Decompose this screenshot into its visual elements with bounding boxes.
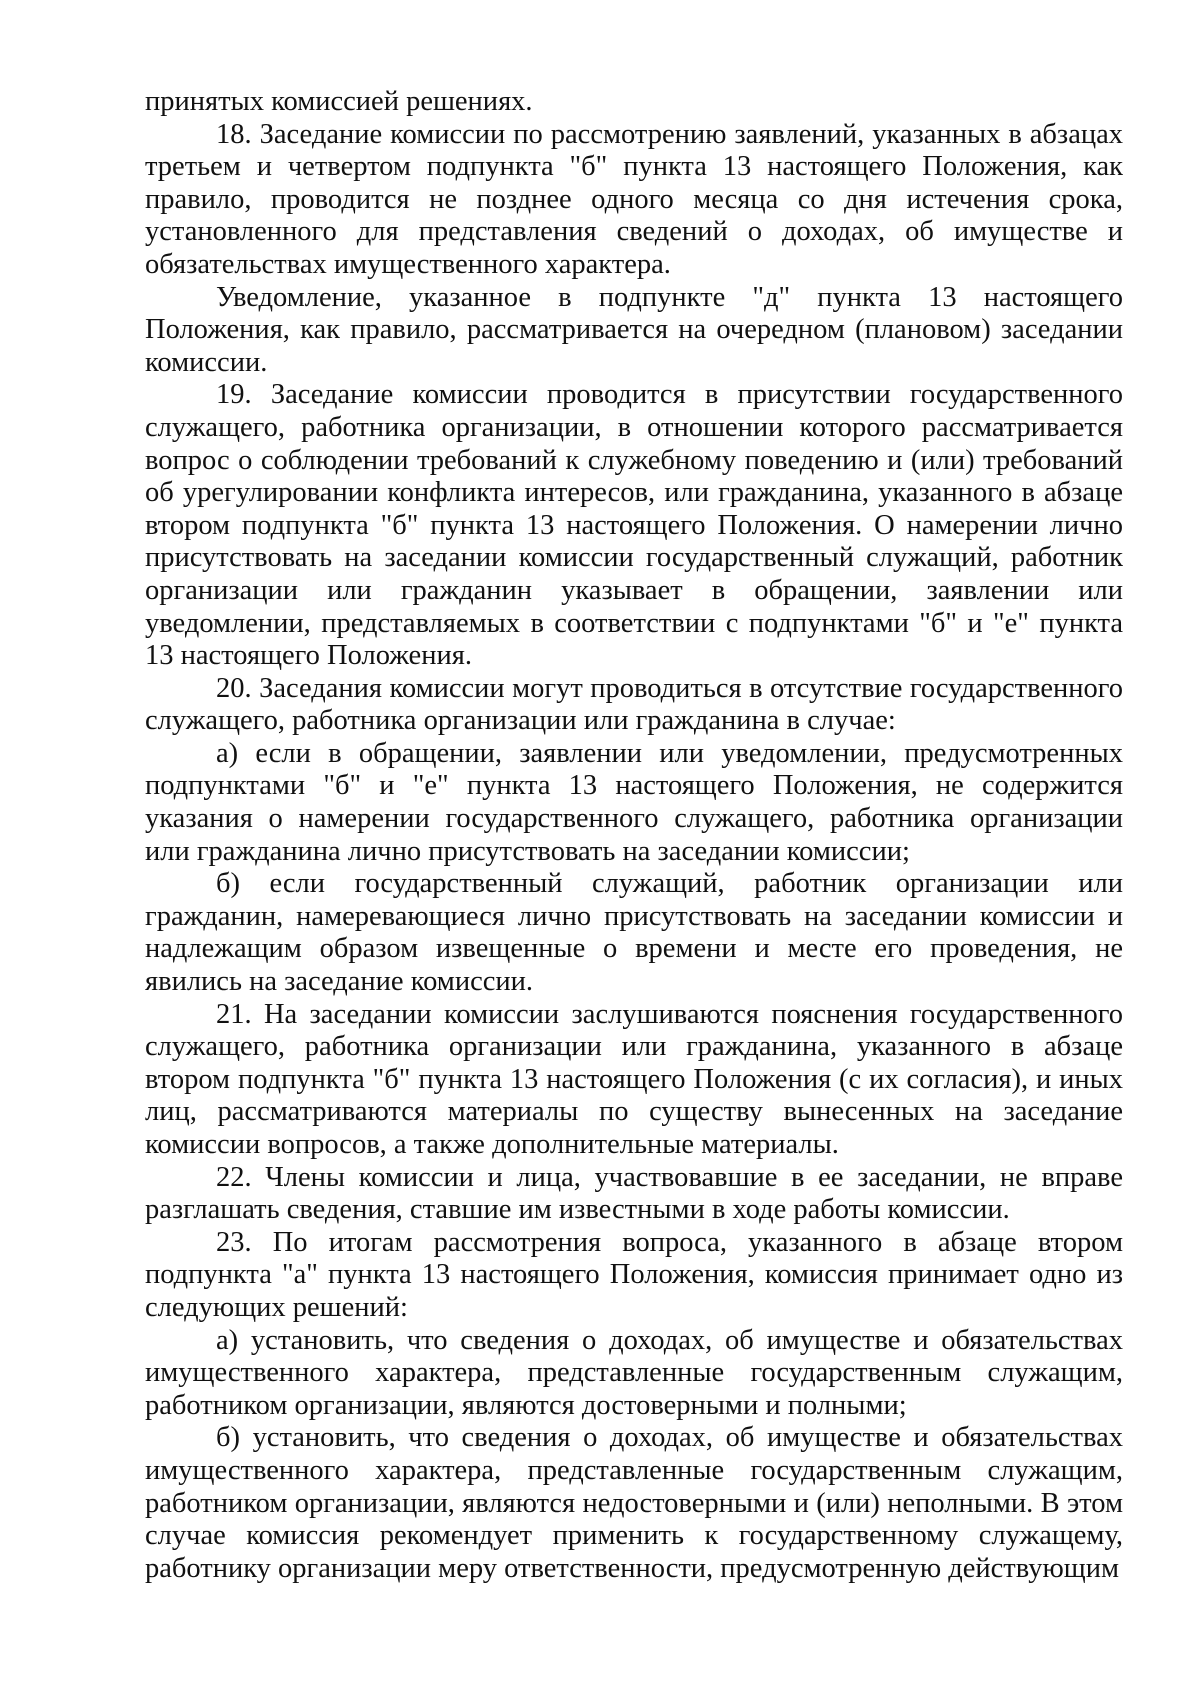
paragraph-notification: Уведомление, указанное в подпункте "д" пункта 13 настоящего Положения, как правило, рассматривается на очередном (плановом) заседании комиссии. (145, 281, 1123, 378)
paragraph-20-b: б) если государственный служащий, работник организации или гражданин, намеревающиеся лично присутствовать на заседании комиссии и надлежащим образом извещенные о времени и месте его проведения, не явились на заседание комиссии. (145, 868, 1123, 998)
paragraph-23-a: а) установить, что сведения о доходах, об имуществе и обязательствах имущественного характера, представленные государственным служащим, работником организации, являются достоверными и полными; (145, 1324, 1123, 1421)
paragraph-23: 23. По итогам рассмотрения вопроса, указанного в абзаце втором подпункта "а" пункта 13 настоящего Положения, комиссия принимает одно из следующих решений: (145, 1226, 1123, 1323)
paragraph-19: 19. Заседание комиссии проводится в присутствии государственного служащего, работника организации, в отношении которого рассматривается вопрос о соблюдении требований к служебному поведению и (или) требований об урегулировании конфликта интересов, или гражданина, указанного в абзаце втором подпункта "б" пункта 13 настоящего Положения. О намерении лично присутствовать на заседании комиссии государственный служащий, работник организации или гражданин указывает в обращении, заявлении или уведомлении, представляемых в соответствии с подпунктами "б" и "е" пункта 13 настоящего Положения. (145, 379, 1123, 672)
paragraph-21: 21. На заседании комиссии заслушиваются пояснения государственного служащего, работника организации или гражданина, указанного в абзаце втором подпункта "б" пункта 13 настоящего Положения (с их согласия), и иных лиц, рассматриваются материалы по существу вынесенных на заседание комиссии вопросов, а также дополнительные материалы. (145, 998, 1123, 1160)
document-page (145, 86, 1123, 1585)
paragraph-20: 20. Заседания комиссии могут проводиться в отсутствие государственного служащего, работника организации или гражданина в случае: (145, 672, 1123, 737)
paragraph-23-b: б) установить, что сведения о доходах, об имуществе и обязательствах имущественного характера, представленные государственным служащим, работником организации, являются недостоверными и (или) неполными. В этом случае комиссия рекомендует применить к государственному служащему, работнику организации меру ответственности, предусмотренную действующим (145, 1422, 1123, 1584)
paragraph-continuation: принятых комиссией решениях. (145, 86, 533, 117)
paragraph-22: 22. Члены комиссии и лица, участвовавшие в ее заседании, не вправе разглашать сведения, ставшие им известными в ходе работы комиссии. (145, 1161, 1123, 1226)
paragraph-18: 18. Заседание комиссии по рассмотрению заявлений, указанных в абзацах третьем и четвертом подпункта "б" пункта 13 настоящего Положения, как правило, проводится не позднее одного месяца со дня истечения срока, установленного для представления сведений о доходах, об имуществе и обязательствах имущественного характера. (145, 118, 1123, 280)
paragraph-20-a: а) если в обращении, заявлении или уведомлении, предусмотренных подпунктами "б" и "е" пункта 13 настоящего Положения, не содержится указания о намерении государственного служащего, работника организации или гражданина лично присутствовать на заседании комиссии; (145, 737, 1123, 867)
